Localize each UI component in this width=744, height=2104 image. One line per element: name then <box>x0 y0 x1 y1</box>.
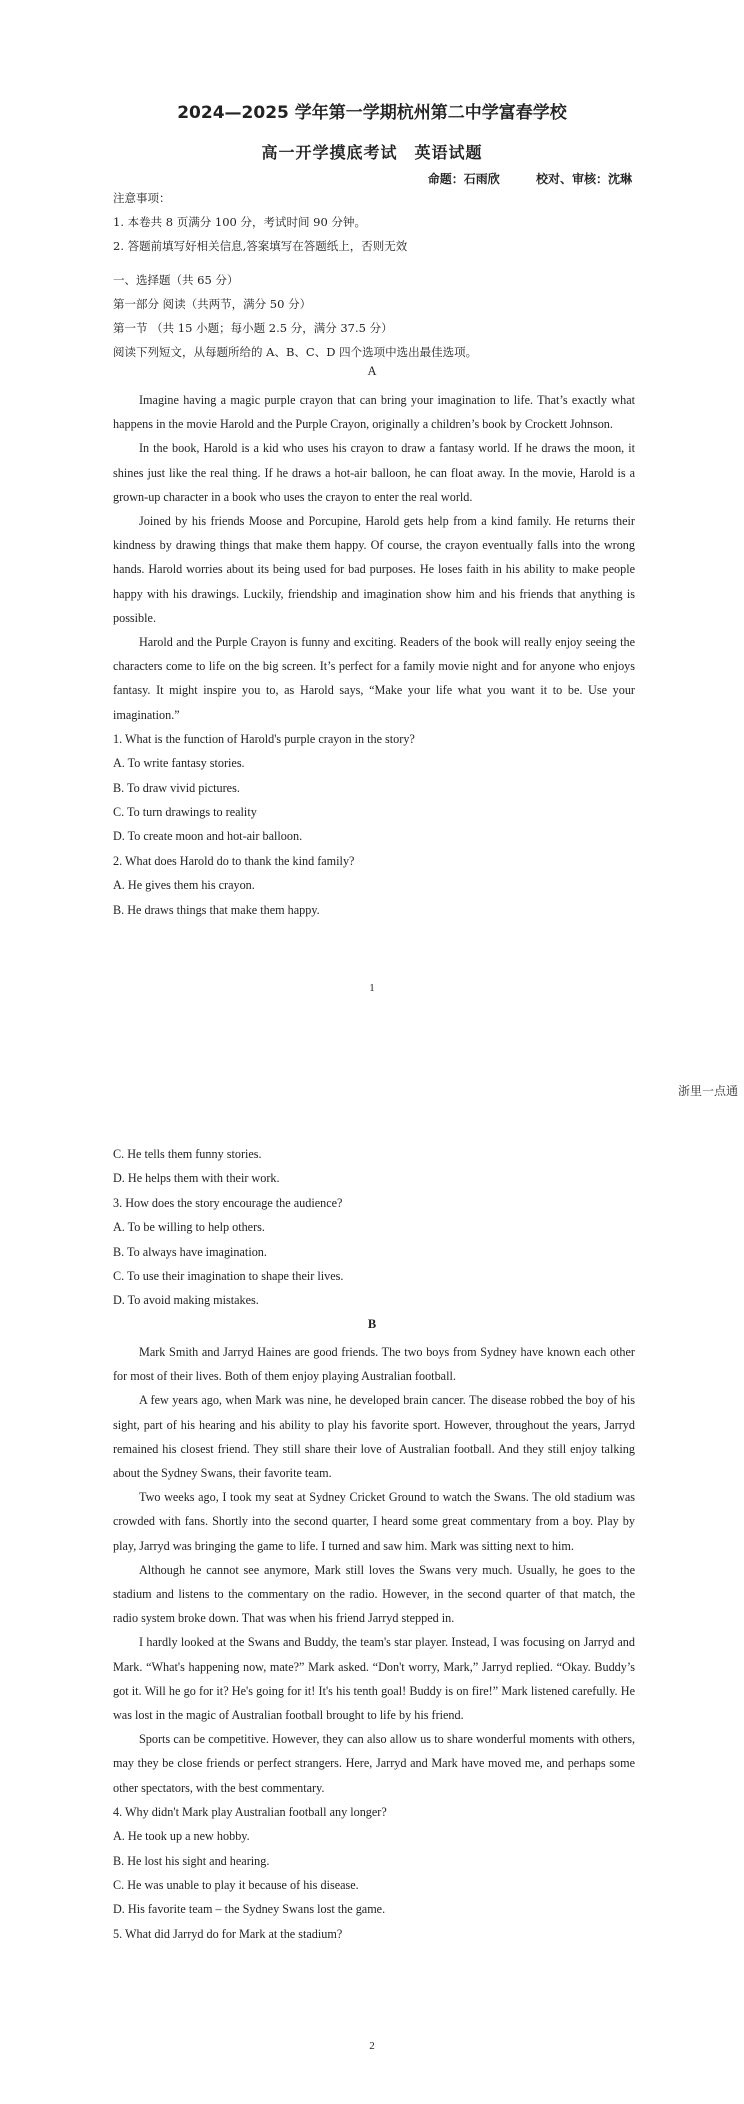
page-1 <box>0 0 744 1040</box>
page-number: 2 <box>369 2040 375 2052</box>
author-setter: 命题：石雨欣 <box>427 172 500 186</box>
page-2 <box>0 1040 744 2104</box>
question-option: A. To write fantasy stories. <box>113 756 245 771</box>
section-instruction: 阅读下列短文，从每题所给的 A、B、C、D 四个选项中选出最佳选项。 <box>113 345 478 359</box>
question-option: B. To draw vivid pictures. <box>113 780 240 795</box>
passage-b-paragraph: A few years ago, when Mark was nine, he developed brain cancer. The disease robbed the boy of his sight, part of his hearing and his ability to play his favorite sport. However, throughout the years, Jarryd remained his closest friend. They still share their love of Australian football. And they still enjoy talking about the Sydney Swans, their favorite team. <box>113 1393 635 1481</box>
question-option: D. To create moon and hot-air balloon. <box>113 829 303 844</box>
passage-b-paragraph: Sports can be competitive. However, they can also allow us to share wonderful moments with others, may they be close friends or perfect strangers. Here, Jarryd and Mark have moved me, and perhaps some other spectators, with the best commentary. <box>113 1732 635 1795</box>
section-sub2: 第一节 （共 15 小题；每小题 2.5 分，满分 37.5 分） <box>113 321 393 335</box>
exam-title: 2024—2025 学年第一学期杭州第二中学富春学校 <box>177 103 567 123</box>
question-stem: 5. What did Jarryd do for Mark at the stadium? <box>113 1926 343 1941</box>
passage-a-paragraph: Harold and the Purple Crayon is funny and exciting. Readers of the book will really enjoy seeing the characters come to life on the big screen. It’s perfect for a family movie night and for anyone who enjoys fantasy. It might inspire you to, as Harold says, “Make your life what you want it to be. Use your imagination.” <box>113 635 635 722</box>
passage-b-paragraph: Although he cannot see anymore, Mark still loves the Swans very much. Usually, he goes to the stadium and listens to the commentary on the radio. However, in the second quarter of that match, the radio system broke down. That was when his friend Jarryd stepped in. <box>113 1562 635 1626</box>
question-option: B. He lost his sight and hearing. <box>113 1853 270 1868</box>
passage-a-paragraph: In the book, Harold is a kid who uses his crayon to draw a fantasy world. If he draws the moon, it shines just like the real thing. If he draws a hot-air balloon, he can float away. In the movie, Harold is a grown-up character in a book who uses the crayon to enter the real world. <box>113 441 635 504</box>
question-stem: 2. What does Harold do to thank the kind family? <box>113 853 355 868</box>
passage-b-paragraph: I hardly looked at the Swans and Buddy, the team's star player. Instead, I was focusing on Jarryd and Mark. “What's happening now, mate?” Mark asked. “Don't worry, Mark,” Jarryd replied. “Okay. Buddy’s got it. Will he go for it? He's going for it! It's his tenth goal! Buddy is on fire!” Mark listened carefully. He was lost in the magic of Australian football brought to life by his friend. <box>113 1635 635 1723</box>
passage-a <box>113 388 635 922</box>
passage-b-label: B <box>367 1317 377 1331</box>
passage-b-questions <box>113 1800 635 1946</box>
question-option: C. He tells them funny stories. <box>113 1147 262 1161</box>
question-option: D. He helps them with their work. <box>113 1171 280 1186</box>
passage-a-label: A <box>367 364 377 378</box>
question-option: B. To always have imagination. <box>113 1244 267 1259</box>
section-header <box>113 268 635 364</box>
question-option: C. He was unable to play it because of his disease. <box>113 1878 359 1893</box>
question-option: A. He gives them his crayon. <box>113 878 255 893</box>
question-stem: 4. Why didn't Mark play Australian football any longer? <box>113 1804 387 1819</box>
section-part: 一、选择题（共 65 分） <box>113 273 239 287</box>
question-option: C. To turn drawings to reality <box>113 805 257 820</box>
passage-a-paragraph: Imagine having a magic purple crayon that can bring your imagination to life. That’s exactly what happens in the movie Harold and the Purple Crayon, originally a children’s book by Crockett Johnson. <box>113 393 635 432</box>
question-stem: 3. How does the story encourage the audience? <box>113 1195 343 1210</box>
question-option: A. To be willing to help others. <box>113 1220 265 1235</box>
author-check: 校对、审核：沈琳 <box>535 172 632 186</box>
passage-a-paragraph: Joined by his friends Moose and Porcupine, Harold gets help from a kind family. He returns their kindness by drawing things that make them happy. Of course, the crayon eventually falls into the wrong hands. Harold worries about its being used for bad purposes. He loses faith in his ability to make people happy with his drawings. Luckily, friendship and imagination show him and his friends that anything is possible. <box>113 514 635 625</box>
passage-a-questions-cont <box>113 1142 635 1313</box>
notes-item: 1. 本卷共 8 页满分 100 分，考试时间 90 分钟。 <box>113 215 366 229</box>
watermark: 浙里一点通 <box>677 1084 738 1098</box>
author-line <box>428 170 632 187</box>
passage-a-questions <box>113 727 635 922</box>
notes-item: 2. 答题前填写好相关信息,答案填写在答题纸上，否则无效 <box>113 239 408 253</box>
question-option: C. To use their imagination to shape their lives. <box>113 1268 344 1283</box>
exam-subtitle: 高一开学摸底考试 英语试题 <box>261 143 483 162</box>
passage-b <box>113 1340 635 1946</box>
page-number: 1 <box>369 982 375 994</box>
notes <box>113 186 635 258</box>
question-option: B. He draws things that make them happy. <box>113 902 320 917</box>
passage-b-paragraph: Mark Smith and Jarryd Haines are good friends. The two boys from Sydney have known each other for most of their lives. Both of them enjoy playing Australian football. <box>113 1345 635 1384</box>
passage-b-paragraph: Two weeks ago, I took my seat at Sydney Cricket Ground to watch the Swans. The old stadium was crowded with fans. Shortly into the second quarter, I heard some great commentary from a boy. Play by play, Jarryd was bringing the game to life. I turned and saw him. Mark was sitting next to him. <box>113 1490 635 1553</box>
section-sub1: 第一部分 阅读（共两节，满分 50 分） <box>113 297 312 311</box>
question-option: D. His favorite team – the Sydney Swans lost the game. <box>113 1902 386 1917</box>
notes-heading: 注意事项： <box>113 191 171 205</box>
question-option: A. He took up a new hobby. <box>113 1829 250 1844</box>
question-stem: 1. What is the function of Harold's purple crayon in the story? <box>113 731 415 746</box>
question-option: D. To avoid making mistakes. <box>113 1293 259 1308</box>
